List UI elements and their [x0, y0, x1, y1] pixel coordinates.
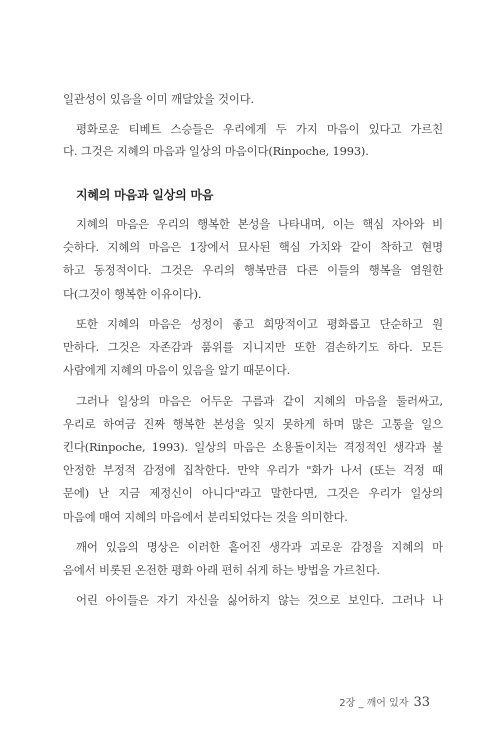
paragraph-line: 킨다(Rinpoche, 1993). 일상의 마음은 소용돌이치는 격정적인 생각과 불: [63, 440, 443, 454]
paragraph-line: 문에) 난 지금 제정신이 아니다"라고 말한다면, 그것은 우리가 일상의: [63, 486, 443, 500]
chapter-label: 2장 _ 깨어 있자: [339, 698, 409, 709]
paragraph-line: 사람에게 지혜의 마음이 있음을 알기 때문이다.: [63, 363, 291, 377]
paragraph-line: 다(그것이 행복한 이유이다).: [63, 287, 202, 301]
paragraph-line: 또한 지혜의 마음은 성정이 좋고 희망적이고 평화롭고 단순하고 원: [76, 317, 443, 331]
paragraph-line: 지혜의 마음은 우리의 행복한 본성을 나타내며, 이는 핵심 자아와 비: [76, 217, 443, 231]
paragraph-line: 그러나 일상의 마음은 어두운 구름과 같이 지혜의 마음을 둘러싸고,: [76, 394, 443, 408]
paragraph-line: 평화로운 티베트 스승들은 우리에게 두 가지 마음이 있다고 가르친: [76, 122, 443, 136]
paragraph-line: 우리로 하여금 진짜 행복한 본성을 잊지 못하게 하며 많은 고통을 일으: [63, 417, 443, 431]
paragraph-line: 마음에 매여 지혜의 마음에서 분리되었다는 것을 의미한다.: [63, 510, 348, 524]
page-footer: [339, 694, 430, 710]
paragraph-line: 슷하다. 지혜의 마음은 1장에서 묘사된 핵심 가치와 같이 착하고 현명: [63, 240, 443, 254]
paragraph-line: 만하다. 그것은 자존감과 품위를 지니지만 또한 겸손하기도 하다. 모든: [63, 340, 443, 354]
paragraph-line: 일관성이 있음을 이미 깨달았을 것이다.: [63, 92, 255, 106]
paragraph-line: 음에서 비롯된 온전한 평화 아래 편히 쉬게 하는 방법을 가르친다.: [63, 563, 380, 577]
paragraph-line: 안정한 부정적 감정에 집착한다. 만약 우리가 "화가 나서 (또는 걱정 때: [63, 463, 443, 477]
paragraph-line: 하고 동정적이다. 그것은 우리의 행복만큼 다른 이들의 행복을 염원한: [63, 263, 443, 277]
paragraph-line: 어린 아이들은 자기 자신을 싫어하지 않는 것으로 보인다. 그러나 나: [76, 593, 443, 607]
paragraph-line: 다. 그것은 지혜의 마음과 일상의 마음이다(Rinpoche, 1993).: [63, 144, 369, 158]
paragraph-line: 깨어 있음의 명상은 이러한 흩어진 생각과 괴로운 감정을 지혜의 마: [76, 540, 443, 554]
page-number: 33: [413, 695, 430, 710]
section-heading: 지혜의 마음과 일상의 마음: [76, 188, 214, 202]
